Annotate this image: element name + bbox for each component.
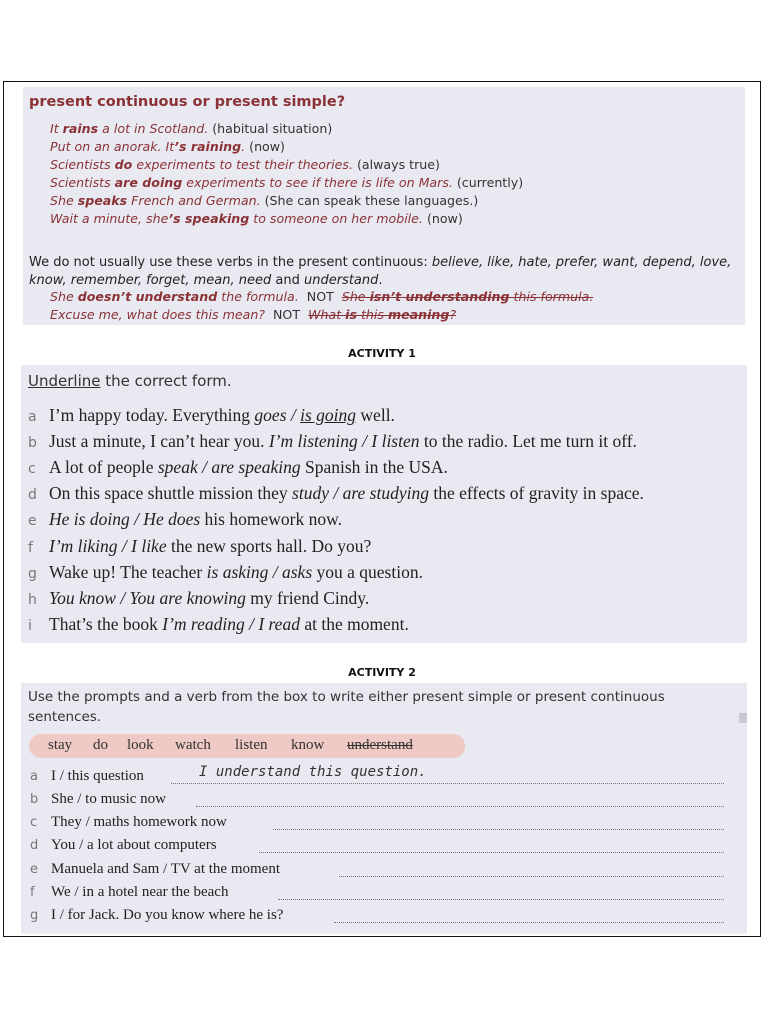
verb-word: do bbox=[93, 737, 108, 753]
handwritten-answer: I understand this question. bbox=[199, 764, 427, 780]
answer-line[interactable] bbox=[259, 852, 724, 853]
example-4: Scientists are doing experiments to see if there is life on Mars. (currently) bbox=[50, 175, 524, 190]
verb-word: stay bbox=[48, 737, 73, 753]
not-example-2: Excuse me, what does this mean? NOT What is this meaning? bbox=[50, 307, 457, 322]
activity-1-box bbox=[21, 365, 747, 643]
example-5: She speaks French and German. (She can speak these languages.) bbox=[50, 193, 479, 208]
grammar-box bbox=[23, 87, 745, 325]
verb-word: know bbox=[291, 737, 325, 753]
exercise-item: a I’m happy today. Everything goes / is going well. bbox=[28, 405, 395, 425]
exercise-item: h You know / You are knowing my friend Cindy. bbox=[28, 588, 370, 608]
exercise-item: f I’m liking / I like the new sports hall. Do you? bbox=[28, 536, 372, 556]
verb-word-used: understand bbox=[347, 737, 413, 753]
example-1: It rains a lot in Scotland. (habitual situation) bbox=[50, 121, 333, 136]
verb-word: listen bbox=[235, 737, 268, 753]
activity-1-instruction: Underline the correct form. bbox=[28, 372, 232, 390]
activity-2-box bbox=[21, 683, 747, 934]
grammar-rule: We do not usually use these verbs in the present continuous: believe, like, hate, prefer, want, depend, love, know, remember, forget, mean, need and understand. bbox=[29, 255, 732, 288]
prompt-item: e Manuela and Sam / TV at the moment bbox=[30, 861, 280, 877]
not-example-1: She doesn’t understand the formula. NOT She isn’t understanding this formula. bbox=[50, 289, 594, 304]
exercise-item: e He is doing / He does his homework now. bbox=[28, 509, 342, 529]
verb-box bbox=[29, 734, 465, 758]
activity-2-label: ACTIVITY 2 bbox=[348, 666, 416, 679]
prompt-item: b She / to music now bbox=[30, 791, 166, 807]
example-3: Scientists do experiments to test their theories. (always true) bbox=[50, 157, 440, 172]
worksheet-frame bbox=[3, 81, 761, 937]
answer-line[interactable] bbox=[171, 783, 724, 784]
prompt-item: a I / this question bbox=[30, 768, 144, 784]
answer-line[interactable] bbox=[273, 829, 724, 830]
activity-2-instruction: Use the prompts and a verb from the box to write either present simple or present continuous sentences. bbox=[28, 689, 665, 725]
answer-line[interactable] bbox=[278, 899, 724, 900]
example-2: Put on an anorak. It’s raining. (now) bbox=[50, 139, 285, 154]
prompt-item: f We / in a hotel near the beach bbox=[30, 884, 229, 900]
exercise-item: d On this space shuttle mission they study / are studying the effects of gravity in space. bbox=[28, 483, 644, 503]
activity-1-label: ACTIVITY 1 bbox=[348, 347, 416, 360]
example-6: Wait a minute, she’s speaking to someone on her mobile. (now) bbox=[50, 211, 463, 226]
answer-line[interactable] bbox=[334, 922, 724, 923]
scrollbar-thumb[interactable] bbox=[739, 713, 747, 723]
exercise-item: c A lot of people speak / are speaking Spanish in the USA. bbox=[28, 457, 448, 477]
exercise-item: b Just a minute, I can’t hear you. I’m listening / I listen to the radio. Let me turn it off. bbox=[28, 431, 637, 451]
verb-word: watch bbox=[175, 737, 211, 753]
answer-line[interactable] bbox=[339, 876, 724, 877]
answer-line[interactable] bbox=[196, 806, 724, 807]
exercise-item: i That’s the book I’m reading / I read at the moment. bbox=[28, 614, 409, 634]
exercise-item: g Wake up! The teacher is asking / asks you a question. bbox=[28, 562, 423, 582]
grammar-title: present continuous or present simple? bbox=[29, 94, 346, 110]
prompt-item: g I / for Jack. Do you know where he is? bbox=[30, 907, 284, 923]
verb-word: look bbox=[127, 737, 154, 753]
prompt-item: d You / a lot about computers bbox=[30, 837, 217, 853]
prompt-item: c They / maths homework now bbox=[30, 814, 227, 830]
